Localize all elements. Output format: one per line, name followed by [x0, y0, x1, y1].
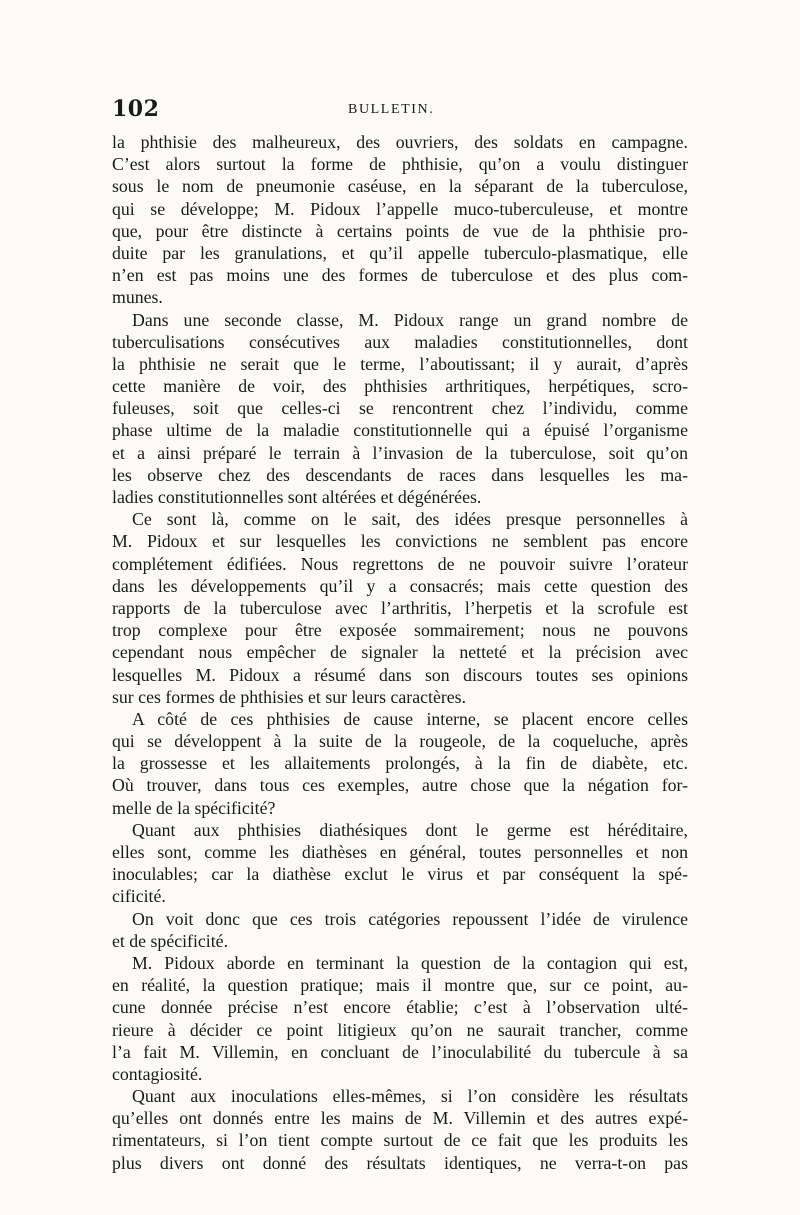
text-line: lesquelles M. Pidoux a résumé dans son discours toutes ses opinions [112, 664, 688, 685]
text-line: qui se développe; M. Pidoux l’appelle muco-tuberculeuse, et montre [112, 198, 688, 219]
text-line: dans les développements qu’il y a consacrés; mais cette question des [112, 575, 688, 596]
text-line: Où trouver, dans tous ces exemples, autre chose que la négation for- [112, 775, 688, 796]
text-line: cependant nous empêcher de signaler la netteté et la précision avec [112, 642, 688, 663]
page-number: 102 [112, 96, 160, 122]
text-line: Quant aux phthisies diathésiques dont le germe est héréditaire, [132, 819, 688, 840]
text-line: plus divers ont donné des résultats identiques, ne verra-t-on pas [112, 1152, 688, 1173]
text-line: la phthisie des malheureux, des ouvriers, des soldats en campagne. [112, 132, 688, 152]
text-line: et a ainsi préparé le terrain à l’invasion de la tuberculose, soit qu’on [112, 442, 688, 463]
text-line: inoculables; car la diathèse exclut le virus et par conséquent la spé- [112, 864, 688, 885]
text-line: trop complexe pour être exposée sommairement; nous ne pouvons [112, 620, 688, 641]
text-line: que, pour être distincte à certains points de vue de la phthisie pro- [112, 220, 688, 241]
text-line: On voit donc que ces trois catégories repoussent l’idée de virulence [132, 908, 688, 929]
text-line: l’a fait M. Villemin, en concluant de l’inoculabilité du tubercule à sa [112, 1041, 688, 1062]
text-line: cette manière de voir, des phthisies arthritiques, herpétiques, scro- [112, 376, 688, 397]
text-line: C’est alors surtout la forme de phthisie, qu’on a voulu distinguer [112, 154, 688, 175]
text-line: en réalité, la question pratique; mais il montre que, sur ce point, au- [112, 975, 688, 996]
text-line: qu’elles ont donnés entre les mains de M. Villemin et des autres expé- [112, 1108, 688, 1129]
text-line: sur ces formes de phthisies et sur leurs caractères. [112, 686, 467, 707]
text-line: contagiosité. [112, 1063, 203, 1084]
text-line: Dans une seconde classe, M. Pidoux range un grand nombre de [132, 309, 688, 330]
text-line: les observe chez des descendants de races dans lesquelles les ma- [112, 464, 688, 485]
text-line: et de spécificité. [112, 930, 229, 951]
text-line: A côté de ces phthisies de cause interne, se placent encore celles [132, 708, 688, 729]
text-line: M. Pidoux et sur lesquelles les convictions ne semblent pas encore [112, 531, 688, 552]
text-line: la grossesse et les allaitements prolongés, à la fin de diabète, etc. [112, 753, 688, 774]
text-line: melle de la spécificité? [112, 797, 276, 818]
text-line: rapports de la tuberculose avec l’arthritis, l’herpetis et la scrofule est [112, 597, 688, 618]
text-line: n’en est pas moins une des formes de tuberculose et des plus com- [112, 265, 688, 286]
text-line: M. Pidoux aborde en terminant la question de la contagion qui est, [132, 952, 688, 973]
text-line: munes. [112, 287, 163, 308]
text-line: cificité. [112, 886, 166, 907]
text-line: Ce sont là, comme on le sait, des idées presque personnelles à [132, 509, 688, 530]
text-line: phase ultime de la maladie constitutionnelle qui a épuisé l’organisme [112, 420, 688, 441]
text-line: Quant aux inoculations elles-mêmes, si l’on considère les résultats [132, 1086, 688, 1107]
text-line: complétement édifiées. Nous regrettons de ne pouvoir suivre l’orateur [112, 553, 688, 574]
text-line: elles sont, comme les diathèses en général, toutes personnelles et non [112, 842, 688, 862]
text-line: sous le nom de pneumonie caséuse, en la séparant de la tuberculose, [112, 176, 688, 197]
body-text [112, 131, 688, 1174]
text-line: duite par les granulations, et qu’il appelle tuberculo-plasmatique, elle [112, 242, 688, 263]
text-line: ladies constitutionnelles sont altérées et dégénérées. [112, 487, 482, 507]
text-line: la phthisie ne serait que le terme, l’aboutissant; il y aurait, d’après [112, 353, 688, 374]
text-line: rimentateurs, si l’on tient compte surtout de ce fait que les produits les [112, 1130, 688, 1151]
text-line: fuleuses, soit que celles-ci se rencontrent chez l’individu, comme [112, 398, 688, 419]
text-line: tuberculisations consécutives aux maladies constitutionnelles, dont [112, 331, 688, 352]
text-line: qui se développent à la suite de la rougeole, de la coqueluche, après [112, 731, 688, 752]
running-title: BULLETIN. [348, 102, 435, 117]
running-head [112, 96, 688, 126]
text-line: rieure à décider ce point litigieux qu’on ne saurait trancher, comme [112, 1019, 688, 1040]
text-line: cune donnée précise n’est encore établie; c’est à l’observation ulté- [112, 997, 688, 1018]
